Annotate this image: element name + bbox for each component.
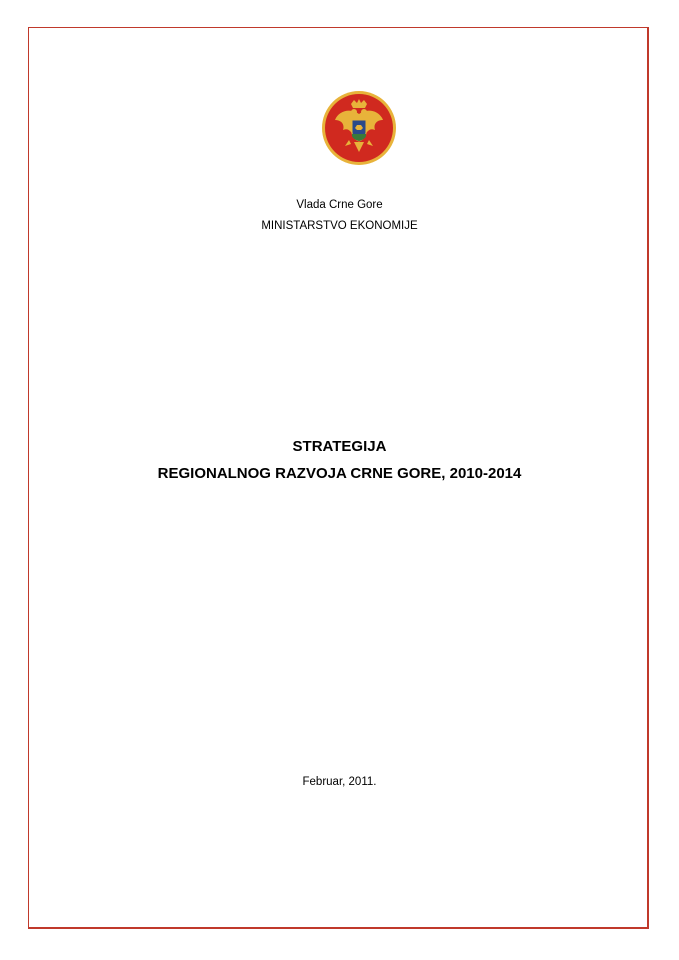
coat-of-arms-icon [321, 90, 397, 166]
document-title: STRATEGIJA [292, 438, 387, 455]
ministry-name: MINISTARSTVO EKONOMIJE [261, 220, 418, 232]
document-subtitle: REGIONALNOG RAZVOJA CRNE GORE, 2010-2014 [157, 465, 522, 482]
government-name: Vlada Crne Gore [296, 199, 383, 211]
document-date: Februar, 2011. [302, 776, 377, 788]
